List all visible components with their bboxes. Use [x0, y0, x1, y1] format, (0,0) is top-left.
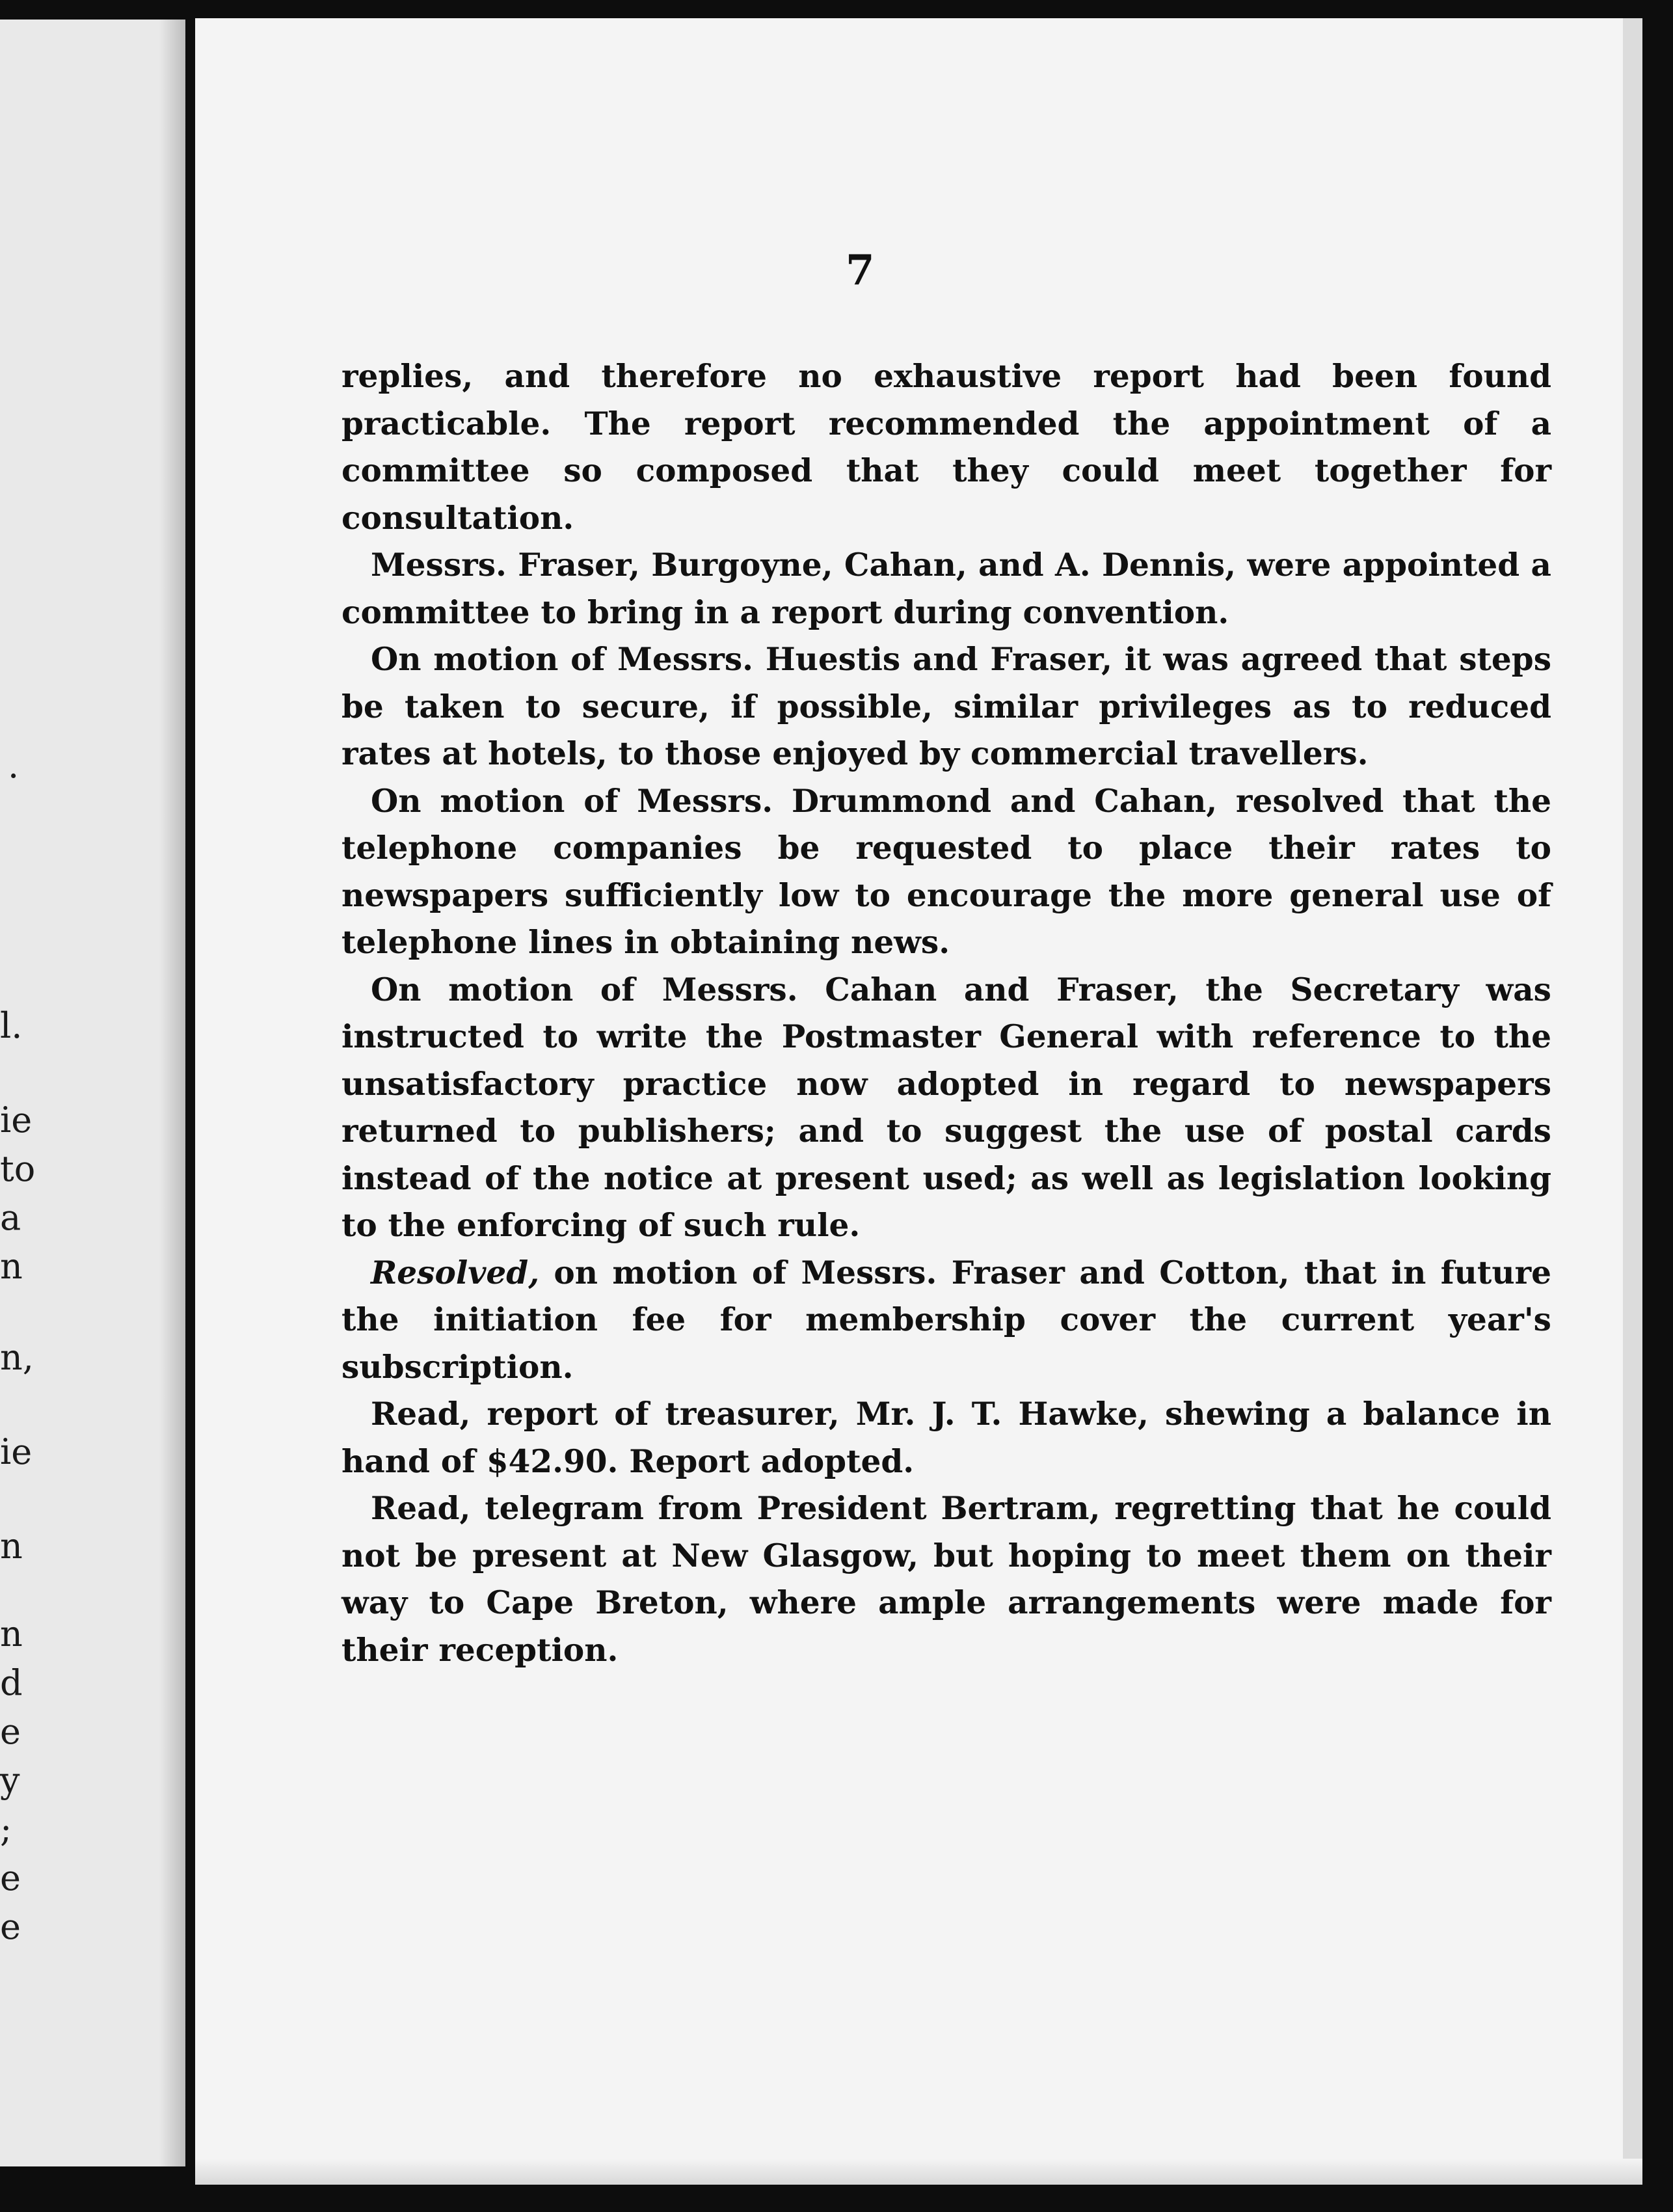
left-fragment: l.: [0, 1005, 23, 1046]
left-fragment: e: [0, 1906, 21, 1947]
paragraph-text: replies, and therefore no exhaustive report had been found practicable. The report recommended the appointment of a committee so composed that they could meet together for consultation.: [341, 358, 1551, 537]
paragraph-text: On motion of Messrs. Huestis and Fraser, it was agreed that steps be taken to secure, if possible, similar privileges as to reduced rates at hotels, to those enjoyed by commercial travellers.: [341, 641, 1551, 772]
paragraph-text: Messrs. Fraser, Burgoyne, Cahan, and A. Dennis, were appointed a committee to bring in a report during convention.: [341, 546, 1551, 631]
paragraph: [341, 1391, 1551, 1485]
left-fragment: ie: [0, 1431, 33, 1472]
left-fragment: n,: [0, 1337, 34, 1378]
book-page: [195, 18, 1642, 2185]
left-fragment: n: [0, 1613, 23, 1654]
left-fragment: to: [0, 1148, 36, 1189]
body-text: [341, 353, 1551, 1674]
page-number: 7: [846, 246, 875, 295]
left-fragment: ;: [0, 1809, 12, 1850]
left-fragment: a: [0, 1197, 21, 1238]
gutter-shadow: [159, 20, 185, 2166]
left-fragment: n: [0, 1526, 23, 1567]
paragraph: [341, 353, 1551, 542]
left-fragment: .: [8, 745, 20, 786]
paragraph-text: On motion of Messrs. Cahan and Fraser, the Secretary was instructed to write the Postmaster General with reference to the unsatisfactory practice now adopted in regard to newspapers returned to publishers; and to suggest the use of postal cards instead of the notice at present used; as well as legislation looking to the enforcing of such rule.: [341, 971, 1551, 1244]
paragraph-text: Read, report of treasurer, Mr. J. T. Hawke, shewing a balance in hand of $42.90. Report adopted.: [341, 1396, 1551, 1480]
paragraph-text: on motion of Messrs. Fraser and Cotton, that in future the initiation fee for membership cover the current year's subscription.: [341, 1254, 1551, 1386]
paragraph: [341, 778, 1551, 967]
paragraph: [341, 1485, 1551, 1674]
page-bottom-edge: [195, 2159, 1642, 2185]
left-fragment: d: [0, 1662, 23, 1703]
paragraph-text: On motion of Messrs. Drummond and Cahan, resolved that the telephone companies be requested to place their rates to newspapers sufficiently low to encourage the more general use of telephone lines in obtaining news.: [341, 782, 1551, 961]
left-fragment: ie: [0, 1099, 33, 1140]
left-fragment: e: [0, 1711, 21, 1752]
paragraph: [341, 542, 1551, 636]
page-edge: [1623, 18, 1642, 2185]
paragraph: [341, 636, 1551, 778]
previous-page-edge: [0, 20, 185, 2166]
left-fragment: e: [0, 1857, 21, 1898]
paragraph-text: Read, telegram from President Bertram, regretting that he could not be present at New Glasgow, but hoping to meet them on their way to Cape Breton, where ample arrangements were made for their reception.: [341, 1490, 1551, 1669]
left-fragment: n: [0, 1246, 23, 1287]
resolved-lead: Resolved,: [371, 1254, 540, 1291]
paragraph: [341, 967, 1551, 1250]
paragraph: [341, 1250, 1551, 1392]
left-fragment: y: [0, 1760, 20, 1801]
